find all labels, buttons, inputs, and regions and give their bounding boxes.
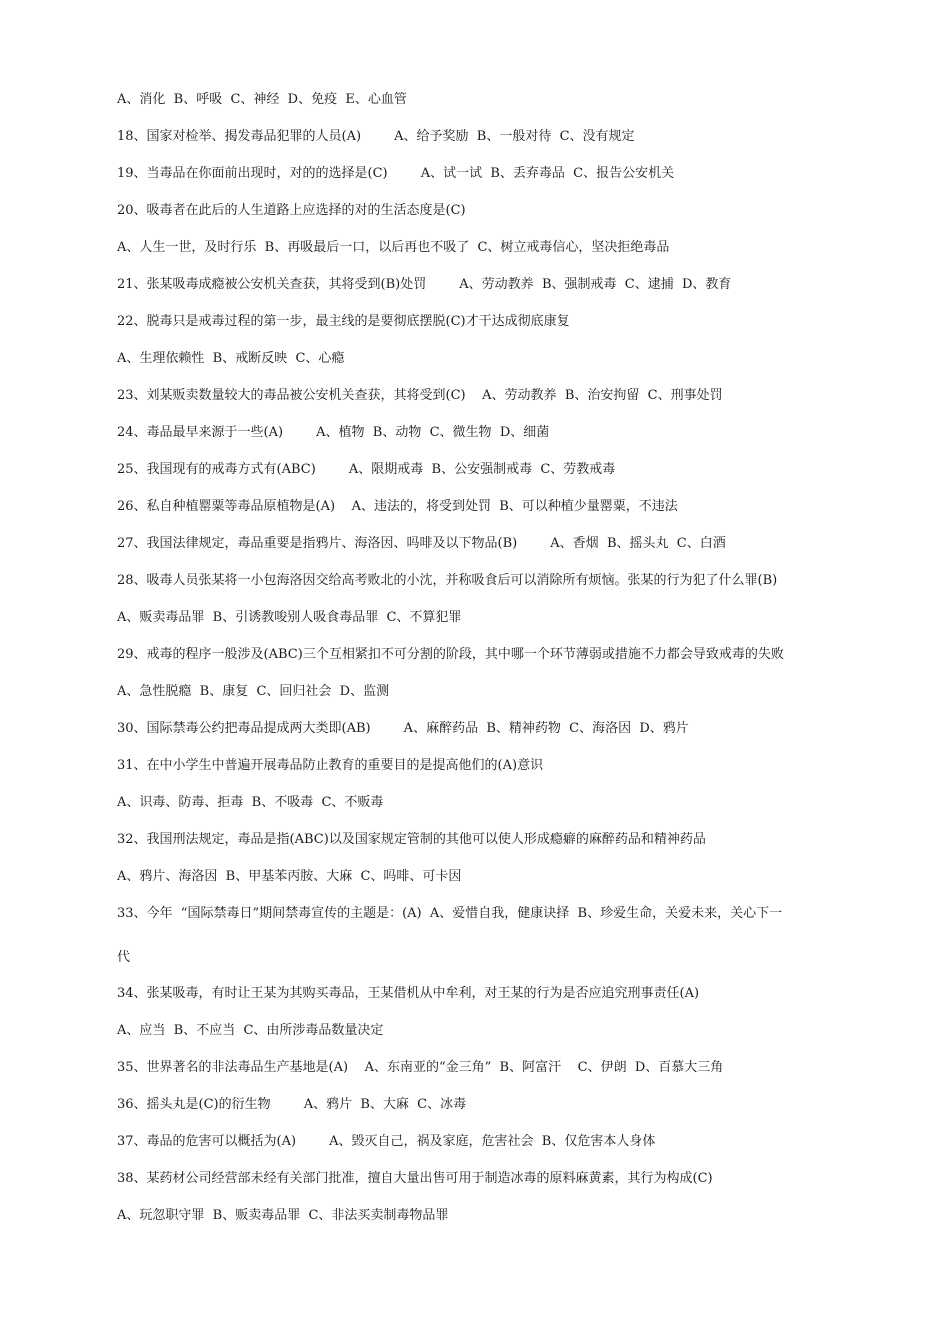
text-line: 36、摇头丸是(C)的衍生物 A、鸦片 B、大麻 C、冰毒	[117, 1097, 467, 1112]
text-line: A、消化 B、呼吸 C、神经 D、免疫 E、心血管	[117, 92, 407, 107]
text-line: A、生理依赖性 B、戒断反映 C、心瘾	[117, 351, 345, 366]
text-line: A、急性脱瘾 B、康复 C、回归社会 D、监测	[117, 684, 390, 699]
text-line: A、人生一世，及时行乐 B、再吸最后一口，以后再也不吸了 C、树立戒毒信心，坚决拒绝毒品	[117, 240, 670, 255]
text-line: 33、今年 “国际禁毒日”期间禁毒宣传的主题是：(A) A、爱惜自我，健康诀择 B、珍爱生命，关爱未来，关心下一	[117, 906, 783, 921]
text-line: 28、吸毒人员张某将一小包海洛因交给高考败北的小沈，并称吸食后可以消除所有烦恼。张某的行为犯了什么罪(B)	[117, 573, 778, 588]
text-line: A、应当 B、不应当 C、由所涉毒品数量决定	[117, 1023, 384, 1038]
text-line: 18、国家对检举、揭发毒品犯罪的人员(A) A、给予奖励 B、一般对待 C、没有规定	[117, 129, 635, 144]
text-line: 30、国际禁毒公约把毒品提成两大类即(AB) A、麻醉药品 B、精神药物 C、海洛因 D、鸦片	[117, 721, 689, 736]
text-line: 34、张某吸毒，有时让王某为其购买毒品，王某借机从中牟利，对王某的行为是否应追究刑事责任(A)	[117, 986, 700, 1001]
text-line: 31、在中小学生中普遍开展毒品防止教育的重要目的是提高他们的(A)意识	[117, 758, 544, 773]
text-line: 35、世界著名的非法毒品生产基地是(A) A、东南亚的“金三角” B、阿富汗 C、伊朗 D、百慕大三角	[117, 1060, 724, 1075]
text-line: 20、吸毒者在此后的人生道路上应选择的对的生活态度是(C)	[117, 203, 466, 218]
text-line: 29、戒毒的程序一般涉及(ABC)三个互相紧扣不可分割的阶段，其中哪一个环节薄弱或措施不力都会导致戒毒的失败	[117, 647, 784, 662]
text-line: A、玩忽职守罪 B、贩卖毒品罪 C、非法买卖制毒物品罪	[117, 1208, 449, 1223]
text-line: 38、某药材公司经营部未经有关部门批准，擅自大量出售可用于制造冰毒的原料麻黄素，其行为构成(C)	[117, 1171, 713, 1186]
text-line: 24、毒品最早来源于一些(A) A、植物 B、动物 C、微生物 D、细菌	[117, 425, 550, 440]
text-line: 23、刘某贩卖数量较大的毒品被公安机关查获，其将受到(C) A、劳动教养 B、治安拘留 C、刑事处罚	[117, 388, 723, 403]
text-line: 21、张某吸毒成瘾被公安机关查获，其将受到(B)处罚 A、劳动教养 B、强制戒毒 C、逮捕 D、教育	[117, 277, 732, 292]
text-line: 37、毒品的危害可以概括为(A) A、毁灭自己，祸及家庭，危害社会 B、仅危害本人身体	[117, 1134, 656, 1149]
text-line: 22、脱毒只是戒毒过程的第一步，最主线的是要彻底摆脱(C)才干达成彻底康复	[117, 314, 570, 329]
text-line: 26、私自种植罂粟等毒品原植物是(A) A、违法的，将受到处罚 B、可以种植少量罂粟，不违法	[117, 499, 678, 514]
text-line: A、鸦片、海洛因 B、甲基苯丙胺、大麻 C、吗啡、可卡因	[117, 869, 462, 884]
text-line: 19、当毒品在你面前出现时，对的的选择是(C) A、试一试 B、丢弃毒品 C、报告公安机关	[117, 166, 675, 181]
text-line: A、贩卖毒品罪 B、引诱教唆别人吸食毒品罪 C、不算犯罪	[117, 610, 462, 625]
text-line: 代	[117, 950, 131, 965]
text-line: 32、我国刑法规定，毒品是指(ABC)以及国家规定管制的其他可以使人形成瘾癖的麻醉药品和精神药品	[117, 832, 706, 847]
text-line: 25、我国现有的戒毒方式有(ABC) A、限期戒毒 B、公安强制戒毒 C、劳教戒毒	[117, 462, 616, 477]
text-line: A、识毒、防毒、拒毒 B、不吸毒 C、不贩毒	[117, 795, 384, 810]
text-line: 27、我国法律规定，毒品重要是指鸦片、海洛因、吗啡及以下物品(B) A、香烟 B、摇头丸 C、白酒	[117, 536, 726, 551]
